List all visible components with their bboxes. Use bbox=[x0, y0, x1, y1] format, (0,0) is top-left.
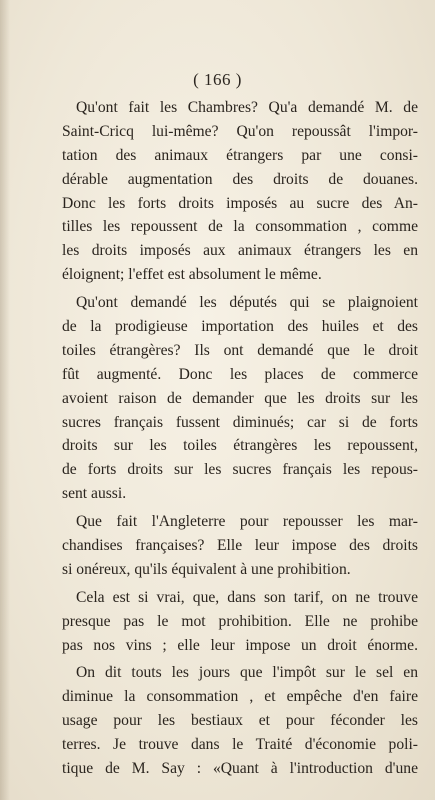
text-line: si onéreux, qu'ils équivalent à une prohibition. bbox=[62, 560, 351, 578]
paragraph-4 bbox=[62, 586, 418, 658]
text-line: presque pas le mot prohibition. Elle ne prohibe bbox=[62, 612, 418, 630]
text-line: pas nos vins ; elle leur impose un droit énorme. bbox=[62, 636, 418, 654]
text-line: terres. Je trouve dans le Traité d'économie poli- bbox=[62, 736, 418, 754]
paragraph-1 bbox=[62, 96, 418, 287]
text-line: Saint-Cricq lui-même? Qu'on repoussât l'impor- bbox=[62, 122, 418, 140]
text-line: tilles les repoussent de la consommation , comme bbox=[62, 218, 418, 236]
text-line: sent aussi. bbox=[62, 485, 127, 503]
text-line: On dit touts les jours que l'impôt sur le sel en bbox=[76, 664, 418, 682]
text-line: droits sur les toiles étrangères les repoussent, bbox=[62, 437, 418, 455]
text-line: Cela est si vrai, que, dans son tarif, on ne trouve bbox=[76, 588, 418, 606]
text-line: Donc les forts droits imposés au sucre des An- bbox=[62, 194, 418, 212]
text-line: chandises françaises? Elle leur impose des droits bbox=[62, 537, 418, 555]
text-line: sucres français fussent diminués; car si de forts bbox=[62, 413, 418, 431]
text-line: Qu'ont demandé les députés qui se plaignoient bbox=[76, 294, 418, 312]
page-body bbox=[62, 96, 418, 781]
text-line: tique de M. Say : «Quant à l'introduction d'une bbox=[62, 760, 418, 778]
text-line: toiles étrangères? Ils ont demandé que le droit bbox=[62, 341, 418, 359]
text-line: les droits imposés aux animaux étrangers les en bbox=[62, 242, 418, 260]
text-line: tation des animaux étrangers par une consi- bbox=[62, 146, 418, 164]
text-line: avoient raison de demander que les droits sur les bbox=[62, 389, 418, 407]
text-line: Qu'ont fait les Chambres? Qu'a demandé M. de bbox=[76, 99, 418, 116]
paragraph-5 bbox=[62, 661, 418, 780]
text-line: éloignent; l'effet est absolument le même. bbox=[62, 266, 322, 284]
text-line: de la prodigieuse importation des huiles et des bbox=[62, 318, 418, 336]
text-line: fût augmenté. Donc les places de commerce bbox=[62, 365, 418, 383]
paragraph-3 bbox=[62, 510, 418, 582]
text-line: de forts droits sur les sucres français les repous- bbox=[62, 461, 418, 479]
binding-shadow bbox=[0, 0, 10, 800]
text-line: Que fait l'Angleterre pour repousser les mar- bbox=[76, 513, 418, 531]
text-line: usage pour les bestiaux et pour féconder les bbox=[62, 712, 418, 730]
page-number: ( 166 ) bbox=[193, 70, 242, 89]
text-line: dérable augmentation des droits de douanes. bbox=[62, 170, 418, 188]
text-line: diminue la consommation , et empêche d'en faire bbox=[62, 688, 418, 706]
paragraph-2 bbox=[62, 291, 418, 506]
